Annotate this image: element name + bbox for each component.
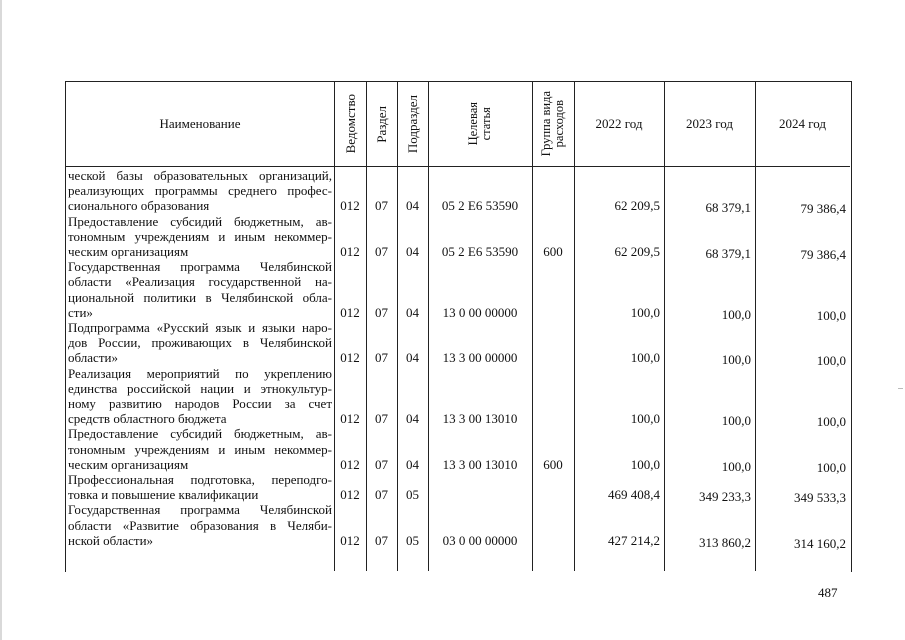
row-name: Профессиональная подготовка, переподго- товка и повышение квалификации bbox=[68, 472, 332, 503]
row-value-2024: 100,0 bbox=[816, 459, 846, 475]
row-razdel: 07 bbox=[375, 456, 388, 472]
row-podrazdel: 04 bbox=[406, 350, 419, 366]
row-name: Государственная программа Челябинской области «Развитие образования в Челяби- нской области» bbox=[68, 502, 332, 548]
row-value-2023: 100,0 bbox=[721, 352, 751, 368]
row-vedomstvo: 012 bbox=[340, 244, 360, 259]
row-value-2024: 79 386,4 bbox=[800, 247, 846, 262]
row-celevaya-statya: 13 0 00 00000 bbox=[442, 304, 518, 320]
row-celevaya-statya: 05 2 Е6 53590 bbox=[441, 198, 519, 214]
row-podrazdel: 05 bbox=[406, 532, 419, 548]
row-vedomstvo: 012 bbox=[340, 411, 360, 427]
row-name: Предоставление субсидий бюджетным, ав- тономным учреждениям и иным некоммер- ческим организациям bbox=[68, 213, 332, 259]
row-value-2024: 349 533,3 bbox=[794, 490, 846, 506]
row-value-2022: 100,0 bbox=[630, 411, 660, 427]
row-podrazdel: 04 bbox=[406, 304, 419, 320]
header-year-2024: 2024 год bbox=[779, 116, 826, 131]
header-divider bbox=[66, 166, 850, 167]
row-celevaya-statya: 13 3 00 13010 bbox=[442, 411, 518, 427]
row-value-2022: 62 209,5 bbox=[614, 244, 660, 259]
row-vedomstvo: 012 bbox=[340, 304, 360, 320]
header-vedomstvo: Ведомство bbox=[342, 94, 358, 154]
row-value-2024: 314 160,2 bbox=[794, 535, 846, 551]
header-gruppa-vida-rashodov: Группа вида расходов bbox=[539, 91, 566, 157]
header-name: Наименование bbox=[159, 116, 241, 131]
row-celevaya-statya: 13 3 00 00000 bbox=[442, 350, 518, 366]
row-gruppa: 600 bbox=[543, 244, 563, 259]
row-podrazdel: 05 bbox=[406, 487, 419, 503]
budget-table bbox=[65, 81, 852, 572]
row-celevaya-statya: 03 0 00 00000 bbox=[442, 532, 518, 548]
row-value-2023: 100,0 bbox=[721, 413, 751, 429]
row-value-2023: 349 233,3 bbox=[699, 489, 751, 505]
page-number: 487 bbox=[818, 585, 838, 600]
row-value-2024: 100,0 bbox=[816, 353, 846, 369]
row-vedomstvo: 012 bbox=[340, 350, 360, 366]
row-value-2022: 469 408,4 bbox=[608, 487, 660, 503]
row-vedomstvo: 012 bbox=[340, 532, 360, 548]
row-razdel: 07 bbox=[375, 244, 388, 259]
row-podrazdel: 04 bbox=[406, 244, 419, 259]
row-podrazdel: 04 bbox=[406, 456, 419, 472]
row-name: ческой базы образовательных организаций, реализующих программы среднего профес- сионального образования bbox=[68, 168, 332, 214]
row-razdel: 07 bbox=[375, 304, 388, 320]
row-podrazdel: 04 bbox=[406, 411, 419, 427]
row-value-2022: 100,0 bbox=[630, 456, 660, 472]
row-value-2023: 68 379,1 bbox=[705, 200, 751, 216]
row-value-2024: 100,0 bbox=[816, 307, 846, 323]
header-razdel: Раздел bbox=[374, 105, 389, 143]
row-value-2022: 100,0 bbox=[630, 304, 660, 320]
row-value-2022: 62 209,5 bbox=[614, 198, 660, 214]
row-value-2022: 100,0 bbox=[630, 350, 660, 366]
row-celevaya-statya: 13 3 00 13010 bbox=[442, 456, 518, 472]
row-value-2024: 79 386,4 bbox=[800, 201, 846, 217]
header-podrazdel: Подраздел bbox=[405, 94, 420, 154]
row-value-2023: 100,0 bbox=[721, 306, 751, 322]
row-value-2023: 100,0 bbox=[721, 458, 751, 474]
scan-mark bbox=[898, 388, 903, 389]
header-year-2022: 2022 год bbox=[595, 116, 643, 131]
row-vedomstvo: 012 bbox=[340, 456, 360, 472]
row-vedomstvo: 012 bbox=[340, 198, 360, 214]
row-value-2023: 68 379,1 bbox=[705, 246, 751, 261]
row-razdel: 07 bbox=[375, 487, 388, 503]
row-name: Реализация мероприятий по укреплению единства российской нации и этнокультур- ному развитию народов России за счет средств областного бюджета bbox=[68, 365, 332, 427]
header-celevaya-statya: Целевая статья bbox=[466, 102, 493, 146]
row-razdel: 07 bbox=[375, 532, 388, 548]
row-gruppa: 600 bbox=[543, 456, 563, 472]
header-year-2023: 2023 год bbox=[686, 116, 733, 131]
row-name: Предоставление субсидий бюджетным, ав- тономным учреждениям и иным некоммер- ческим организациям bbox=[68, 426, 332, 472]
row-podrazdel: 04 bbox=[406, 198, 419, 214]
row-value-2024: 100,0 bbox=[816, 414, 846, 430]
row-value-2023: 313 860,2 bbox=[699, 534, 751, 550]
row-value-2022: 427 214,2 bbox=[608, 532, 660, 548]
row-razdel: 07 bbox=[375, 198, 388, 214]
row-razdel: 07 bbox=[375, 411, 388, 427]
row-razdel: 07 bbox=[375, 350, 388, 366]
row-name: Подпрограмма «Русский язык и языки наро- дов России, проживающих в Челябинской области» bbox=[68, 320, 332, 366]
row-celevaya-statya: 05 2 Е6 53590 bbox=[441, 244, 519, 259]
scan-margin-line bbox=[0, 0, 2, 640]
row-vedomstvo: 012 bbox=[340, 487, 360, 503]
row-name: Государственная программа Челябинской области «Реализация государственной на- циональной политики в Челябинской обла- сти» bbox=[68, 259, 332, 320]
